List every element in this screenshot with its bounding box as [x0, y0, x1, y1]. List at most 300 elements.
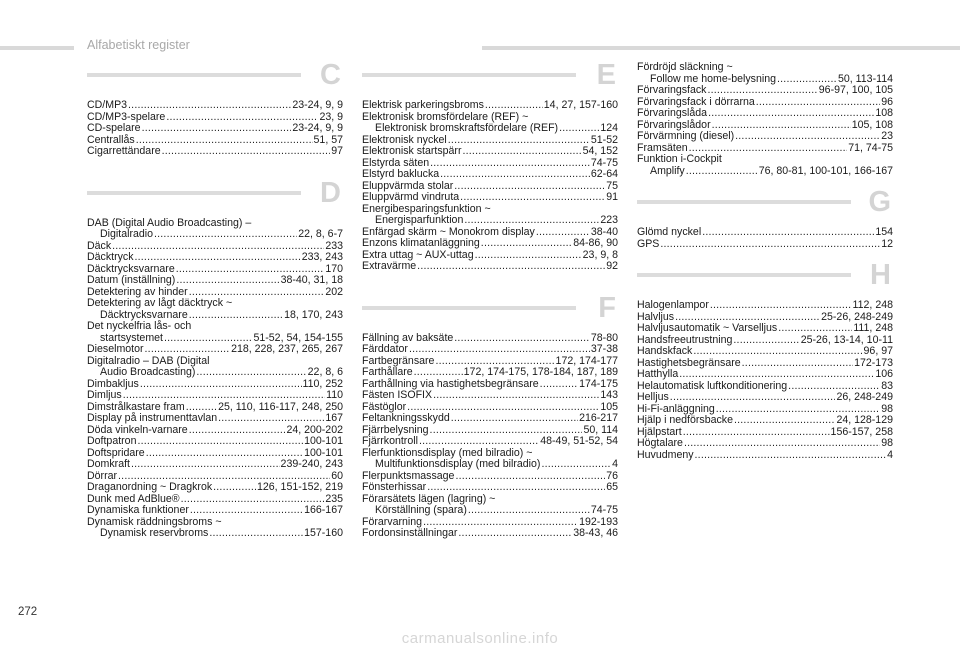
section-header — [637, 259, 893, 300]
entry-label: Halvljus — [637, 310, 675, 323]
entry-pages: 38-43, 46 — [573, 527, 618, 539]
entry-leader-dots — [218, 413, 324, 425]
index-entry — [637, 239, 893, 251]
index-entry — [87, 390, 343, 402]
section-rule — [87, 73, 301, 77]
entry-leader-dots — [708, 108, 874, 120]
entry-label: Handskfack — [637, 345, 693, 357]
entry-leader-dots — [733, 335, 799, 347]
index-entry — [87, 275, 343, 287]
entry-leader-dots — [417, 261, 605, 273]
entry-pages: 96, 97 — [863, 345, 893, 357]
entry-pages: 37-38 — [590, 343, 618, 355]
entry-heading: Det nyckelfria lås- och — [87, 320, 192, 332]
index-entry — [637, 346, 893, 358]
index-column-2 — [362, 59, 618, 540]
entry-leader-dots — [734, 415, 835, 427]
entry-leader-dots — [409, 344, 590, 356]
entry-leader-dots — [145, 344, 231, 356]
entry-pages: 23-24, 9, 9 — [292, 99, 343, 111]
entry-pages: 18, 170, 243 — [284, 308, 343, 321]
entry-heading: Detektering av lågt däcktryck ~ — [87, 297, 233, 309]
entry-leader-dots — [433, 390, 599, 402]
entry-pages: 223 — [600, 214, 618, 226]
entry-label: Hatthylla — [637, 368, 679, 380]
entry-pages: 111, 248 — [853, 322, 893, 334]
index-entry — [87, 459, 343, 471]
entry-label: Dynamiska funktioner — [87, 504, 189, 516]
index-entry — [87, 517, 343, 540]
index-entry — [637, 392, 893, 404]
entry-pages: 38-40, 31, 18 — [280, 274, 343, 286]
entry-label: Extra uttag ~ AUX-uttag — [362, 248, 474, 261]
entry-pages: 4 — [887, 448, 893, 461]
index-entry — [87, 321, 343, 344]
header-rule-right — [482, 46, 960, 50]
section-letter: C — [320, 59, 341, 91]
index-entry — [87, 436, 343, 448]
entry-label: Huvudmeny — [637, 448, 694, 461]
entry-pages: 51-52, 54, 154-155 — [253, 331, 343, 344]
entry-leader-dots — [559, 123, 599, 135]
entry-label: GPS — [637, 237, 660, 250]
entry-pages: 156-157, 258 — [830, 425, 893, 438]
entry-pages: 98 — [881, 437, 893, 449]
index-entry — [87, 356, 343, 379]
entry-label: Domkraft — [87, 458, 130, 470]
index-entry — [362, 448, 618, 471]
entry-leader-dots — [213, 482, 256, 494]
entry-label: CD-spelare — [87, 122, 141, 134]
entry-label: Däcktryck — [87, 251, 134, 263]
entry-label: Doftspridare — [87, 446, 145, 459]
entry-label: Fästen ISOFIX — [362, 389, 433, 401]
entry-pages: 23-24, 9, 9 — [292, 122, 343, 134]
entry-leader-dots — [137, 436, 303, 448]
index-section-g — [637, 186, 893, 250]
entry-label: Färddator — [362, 343, 408, 355]
entry-pages: 172-173 — [854, 356, 893, 369]
entry-pages: 108 — [875, 107, 893, 119]
entry-heading: Fördröjd släckning ~ — [637, 61, 733, 73]
entry-pages: 25, 110, 116-117, 248, 250 — [218, 400, 343, 413]
index-entry — [637, 108, 893, 120]
entry-heading: Energibesparingsfunktion ~ — [362, 202, 491, 215]
entry-pages: 24, 128-129 — [836, 414, 893, 426]
index-entry — [637, 85, 893, 97]
entry-leader-dots — [683, 427, 830, 439]
entry-label: CD/MP3-spelare — [87, 110, 166, 123]
entry-leader-dots — [440, 169, 590, 181]
section-letter: F — [598, 291, 616, 324]
entry-leader-dots — [485, 100, 543, 112]
section-header — [362, 291, 618, 333]
index-entry — [87, 298, 343, 321]
entry-label: Elstyrda säten — [362, 156, 430, 169]
entry-label: Display på instrumenttavlan — [87, 412, 218, 424]
entry-pages: 96-97, 100, 105 — [818, 84, 893, 96]
entry-label: Enfärgad skärm ~ Monokrom display — [362, 225, 535, 238]
entry-pages: 83 — [881, 379, 893, 392]
entry-leader-dots — [702, 227, 874, 239]
entry-pages: 172, 174-177 — [555, 354, 618, 367]
entry-label: Dörrar — [87, 469, 118, 482]
entry-pages: 112, 248 — [852, 299, 893, 311]
entry-pages: 75 — [606, 179, 618, 192]
entry-label: Audio Broadcasting) — [100, 366, 196, 378]
entry-label: Feltankningsskydd — [362, 412, 450, 424]
entry-pages: 100-101 — [304, 435, 343, 447]
entry-label: Dieselmotor — [87, 343, 144, 355]
entry-label: Körställning (spara) — [375, 504, 467, 516]
entry-leader-dots — [176, 275, 279, 287]
entry-leader-dots — [419, 436, 539, 448]
entry-pages: 74-75 — [590, 504, 618, 516]
index-entry — [362, 528, 618, 540]
entry-label: Glömd nyckel — [637, 226, 702, 238]
index-entry — [637, 438, 893, 450]
entry-pages: 110 — [326, 389, 343, 401]
index-column-3 — [637, 62, 893, 461]
section-letter: H — [870, 259, 891, 291]
entry-pages: 172, 174-175, 178-184, 187, 189 — [463, 366, 618, 378]
entry-leader-dots — [190, 505, 303, 517]
entry-pages: 25-26, 248-249 — [821, 310, 893, 323]
index-entry — [87, 413, 343, 425]
entry-pages: 167 — [325, 412, 343, 424]
entry-leader-dots — [154, 229, 297, 241]
entry-leader-dots — [142, 123, 292, 135]
entry-label: Helautomatisk luftkonditionering — [637, 379, 788, 392]
entry-leader-dots — [464, 215, 599, 227]
entry-pages: 74-75 — [590, 156, 618, 169]
entry-pages: 62-64 — [590, 168, 618, 180]
entry-pages: 51, 57 — [313, 133, 343, 146]
entry-leader-dots — [414, 367, 463, 379]
entry-pages: 76, 80-81, 100-101, 166-167 — [758, 164, 893, 177]
entry-label: Detektering av hinder — [87, 285, 188, 298]
entry-list — [87, 218, 343, 540]
entry-leader-dots — [189, 425, 286, 437]
entry-pages: 22, 8, 6-7 — [298, 228, 343, 240]
entry-label: Elektronisk startspärr — [362, 145, 462, 157]
entry-list — [87, 100, 343, 158]
entry-leader-dots — [112, 241, 324, 253]
entry-label: Hastighetsbegränsare — [637, 356, 741, 369]
entry-label: Eluppvärmda stolar — [362, 179, 454, 192]
index-entry — [87, 123, 343, 135]
entry-label: Dimstrålkastare fram — [87, 400, 185, 413]
entry-leader-dots — [430, 158, 590, 170]
section-rule — [362, 73, 576, 77]
entry-pages: 23, 9 — [319, 110, 343, 123]
entry-pages: 23, 9, 8 — [582, 248, 618, 261]
entry-leader-dots — [710, 300, 852, 312]
entry-pages: 60 — [331, 469, 343, 482]
entry-label: Däck — [87, 239, 112, 252]
entry-list — [362, 333, 618, 540]
entry-leader-dots — [695, 450, 887, 462]
entry-label: Follow me home-belysning — [650, 72, 777, 85]
index-section-e — [362, 59, 618, 273]
index-entry — [362, 100, 618, 112]
entry-list — [637, 300, 893, 461]
entry-pages: 106 — [875, 368, 893, 380]
entry-pages: 84-86, 90 — [573, 237, 618, 249]
entry-leader-dots — [670, 392, 836, 404]
index-entry — [362, 367, 618, 379]
entry-pages: 25-26, 13-14, 10-11 — [800, 333, 893, 346]
entry-label: Fästöglor — [362, 400, 407, 413]
entry-leader-dots — [684, 438, 880, 450]
entry-label: Farthållare — [362, 366, 413, 378]
index-section-d — [87, 176, 343, 540]
entry-pages: 157-160 — [304, 527, 343, 539]
index-entry — [637, 369, 893, 381]
entry-label: Dynamisk reservbroms — [100, 527, 209, 539]
entry-leader-dots — [181, 494, 325, 506]
entry-label: Hjälpstart — [637, 425, 682, 438]
index-entry — [362, 344, 618, 356]
entry-label: Amplify — [650, 164, 685, 177]
section-header — [87, 59, 343, 100]
section-letter: G — [868, 186, 891, 218]
index-entry — [362, 204, 618, 227]
entry-pages: 154 — [875, 226, 893, 238]
page-header-title: Alfabetiskt register — [87, 38, 190, 52]
section-rule — [637, 200, 851, 204]
entry-label: Helljus — [637, 391, 669, 403]
entry-pages: 105, 108 — [851, 118, 893, 131]
entry-label: Fjärrkontroll — [362, 435, 418, 447]
entry-pages: 192-193 — [579, 515, 618, 528]
entry-label: Datum (inställning) — [87, 274, 176, 286]
index-entry — [637, 323, 893, 335]
entry-pages: 124 — [600, 122, 618, 134]
index-entry — [362, 238, 618, 250]
entry-pages: 26, 248-249 — [836, 391, 893, 403]
entry-pages: 24, 200-202 — [286, 423, 343, 436]
entry-label: Elstyrd baklucka — [362, 168, 440, 180]
entry-leader-dots — [448, 135, 590, 147]
entry-heading: DAB (Digital Audio Broadcasting) – — [87, 216, 252, 229]
index-entry — [87, 344, 343, 356]
entry-leader-dots — [679, 369, 874, 381]
index-entry — [362, 169, 618, 181]
entry-label: Handsfreeutrustning — [637, 333, 733, 346]
entry-label: Digitalradio — [100, 228, 153, 240]
entry-list — [637, 62, 893, 177]
entry-label: Hi-Fi-anläggning — [637, 402, 715, 415]
index-entry — [87, 146, 343, 158]
entry-pages: 233 — [325, 239, 343, 252]
entry-leader-dots — [756, 97, 880, 109]
entry-pages: 97 — [331, 145, 343, 157]
entry-heading: Digitalradio – DAB (Digital — [87, 354, 210, 367]
section-rule — [362, 306, 576, 310]
entry-pages: 14, 27, 157-160 — [543, 99, 618, 111]
entry-pages: 110, 252 — [302, 377, 343, 390]
entry-label: Cigarrettändare — [87, 145, 161, 157]
entry-label: Eluppvärmd vindruta — [362, 191, 460, 203]
entry-label: Centrallås — [87, 133, 135, 146]
entry-pages: 71, 74-75 — [848, 141, 893, 154]
entry-leader-dots — [146, 448, 303, 460]
entry-pages: 233, 243 — [301, 251, 343, 263]
index-entry — [362, 390, 618, 402]
entry-leader-dots — [123, 390, 325, 402]
watermark: carmanualsonline.info — [401, 630, 559, 647]
entry-label: Enzons klimatanläggning — [362, 237, 480, 249]
entry-pages: 96 — [881, 95, 893, 108]
entry-leader-dots — [541, 459, 611, 471]
index-entry — [362, 482, 618, 494]
entry-leader-dots — [162, 146, 331, 158]
index-entry — [362, 436, 618, 448]
entry-label: Förvaringslådor — [637, 118, 711, 131]
entry-pages: 98 — [881, 402, 893, 415]
entry-leader-dots — [209, 528, 303, 540]
entry-label: Däcktrycksvarnare — [87, 262, 175, 275]
entry-leader-dots — [196, 367, 306, 379]
entry-label: Dunk med AdBlue® — [87, 492, 180, 505]
entry-label: Förvaringslåda — [637, 107, 708, 119]
section-header — [362, 59, 618, 100]
entry-leader-dots — [686, 166, 758, 178]
entry-label: Multifunktionsdisplay (med bilradio) — [375, 458, 541, 470]
index-entry — [637, 154, 893, 177]
index-entry — [637, 227, 893, 239]
entry-pages: 239-240, 243 — [280, 458, 343, 470]
entry-heading: Förarsätets lägen (lagring) ~ — [362, 492, 496, 505]
index-entry — [637, 62, 893, 85]
entry-leader-dots — [454, 333, 590, 345]
entry-pages: 23 — [881, 130, 893, 142]
entry-label: Dimljus — [87, 389, 122, 401]
entry-label: Fjärrbelysning — [362, 423, 429, 436]
index-entry — [637, 300, 893, 312]
section-letter: E — [596, 59, 616, 91]
entry-leader-dots — [136, 135, 313, 147]
index-entry — [362, 494, 618, 517]
entry-label: CD/MP3 — [87, 99, 128, 111]
entry-label: Framsäten — [637, 141, 688, 154]
entry-label: Förvaringsfack i dörrarna — [637, 95, 755, 108]
entry-leader-dots — [427, 482, 605, 494]
entry-leader-dots — [468, 505, 590, 517]
entry-pages: 12 — [881, 237, 893, 250]
entry-label: Förarvarning — [362, 515, 423, 528]
index-section-h — [637, 259, 893, 461]
section-rule — [637, 273, 851, 277]
index-entry — [362, 261, 618, 273]
entry-pages: 218, 228, 237, 265, 267 — [231, 343, 343, 355]
index-entry — [87, 505, 343, 517]
entry-leader-dots — [131, 459, 280, 471]
entry-label: Draganordning ~ Dragkrok — [87, 481, 213, 493]
index-column-1 — [87, 59, 343, 540]
entry-pages: 54, 152 — [582, 145, 618, 157]
entry-heading: Flerfunktionsdisplay (med bilradio) ~ — [362, 446, 533, 459]
entry-leader-dots — [454, 181, 605, 193]
entry-leader-dots — [481, 238, 572, 250]
entry-leader-dots — [707, 85, 817, 97]
entry-heading: Elektronisk bromsfördelare (REF) ~ — [362, 110, 529, 123]
entry-label: Elektronisk nyckel — [362, 133, 447, 146]
entry-label: startsystemet — [100, 331, 163, 344]
entry-label: Förvärmning (diesel) — [637, 130, 735, 142]
index-entry — [362, 192, 618, 204]
entry-label: Halogenlampor — [637, 299, 709, 311]
entry-label: Hjälp i nedförsbacke — [637, 414, 733, 426]
entry-leader-dots — [128, 100, 291, 112]
entry-pages: 166-167 — [304, 504, 343, 516]
index-entry — [362, 112, 618, 135]
entry-label: Fordonsinställningar — [362, 527, 458, 539]
entry-list — [637, 227, 893, 250]
entry-pages: 50, 113-114 — [838, 72, 893, 85]
index-section-c — [87, 59, 343, 158]
entry-label: Döda vinkeln-varnare — [87, 423, 188, 436]
entry-label: Flerpunktsmassage — [362, 469, 455, 482]
entry-leader-dots — [735, 131, 880, 143]
entry-pages: 78-80 — [590, 331, 618, 344]
entry-label: Elektronisk bromskraftsfördelare (REF) — [375, 122, 559, 134]
index-entry — [637, 415, 893, 427]
entry-heading: Funktion i-Cockpit — [637, 153, 722, 165]
index-entry — [637, 450, 893, 462]
section-header — [637, 186, 893, 227]
index-entry — [637, 131, 893, 143]
entry-leader-dots — [693, 346, 862, 358]
entry-pages: 126, 151-152, 219 — [256, 481, 343, 493]
entry-leader-dots — [540, 379, 578, 391]
index-entry — [362, 146, 618, 158]
entry-pages: 50, 114 — [583, 423, 618, 436]
entry-pages: 170 — [325, 262, 343, 275]
entry-leader-dots — [475, 250, 582, 262]
entry-label: Fällning av baksäte — [362, 331, 454, 344]
index-entry — [87, 218, 343, 241]
entry-pages: 22, 8, 6 — [307, 366, 343, 378]
index-entry — [87, 482, 343, 494]
section-letter: D — [320, 176, 341, 209]
index-section-continued — [637, 62, 893, 177]
entry-label: Fönsterhissar — [362, 481, 427, 493]
entry-leader-dots — [460, 192, 605, 204]
entry-leader-dots — [451, 413, 578, 425]
entry-label: Halvljusautomatik ~ Varselljus — [637, 322, 778, 334]
entry-leader-dots — [660, 239, 880, 251]
entry-pages: 65 — [606, 481, 618, 493]
entry-label: Extravärme — [362, 260, 417, 272]
index-section-f — [362, 291, 618, 540]
entry-pages: 105 — [600, 400, 618, 413]
entry-label: Högtalare — [637, 437, 683, 449]
entry-leader-dots — [458, 528, 572, 540]
index-entry — [87, 100, 343, 112]
entry-pages: 143 — [600, 389, 618, 401]
header-rule-left — [0, 46, 74, 50]
entry-pages: 76 — [606, 469, 618, 482]
entry-leader-dots — [189, 310, 283, 322]
entry-leader-dots — [463, 146, 582, 158]
entry-pages: 202 — [325, 285, 343, 298]
entry-label: Doftpatron — [87, 435, 137, 447]
entry-list — [362, 100, 618, 273]
entry-pages: 51-52 — [590, 133, 618, 146]
entry-label: Dimbakljus — [87, 377, 139, 390]
